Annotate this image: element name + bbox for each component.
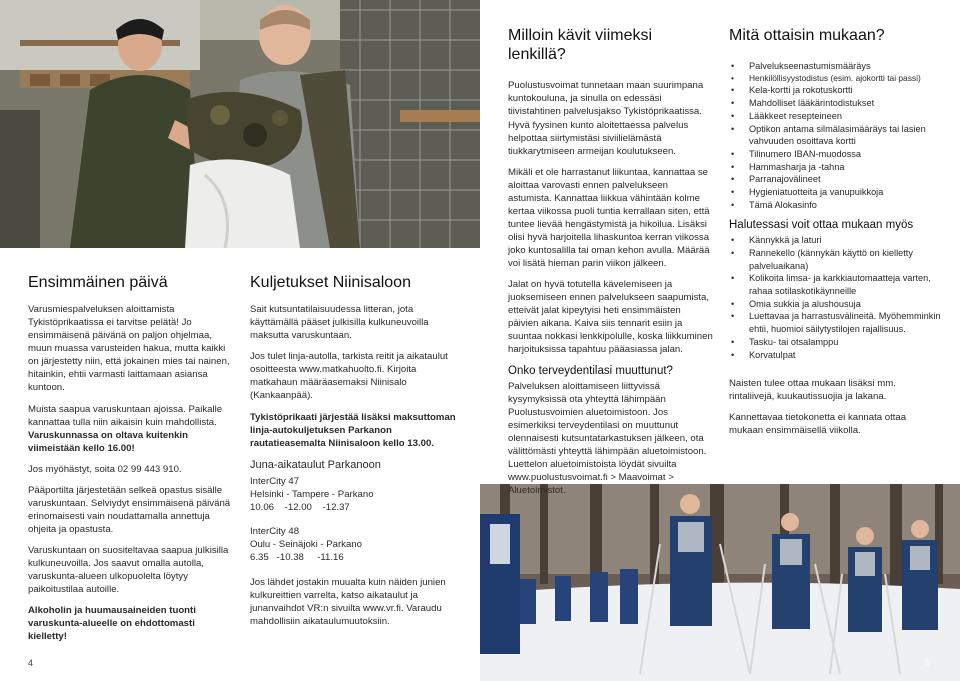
list-item: • Rannekello (kännykän käyttö on kielletty palveluaikana) <box>729 247 944 272</box>
train-name: InterCity 47 <box>250 475 300 487</box>
train-name: InterCity 48 <box>250 525 300 537</box>
list-item: • Korvatulpat <box>729 349 944 362</box>
subheading-optional: Halutessasi voit ottaa mukaan myös <box>729 219 914 232</box>
section-title-first-day: Ensimmäinen päivä <box>28 274 168 291</box>
late-phone-number: Jos myöhästyt, soita 02 99 443 910. <box>28 463 182 475</box>
photo-skiing-recruits <box>480 484 960 681</box>
train-route: Helsinki - Tampere - Parkano <box>250 488 374 500</box>
list-item: • Kela-kortti ja rokotuskortti <box>729 84 944 97</box>
list-item: • Mahdolliset lääkärintodistukset <box>729 97 944 110</box>
list-item: • Tämä Alokasinfo <box>729 199 944 212</box>
page-number-left: 4 <box>28 658 34 668</box>
train-route: Oulu - Seinäjoki - Parkano <box>250 538 362 550</box>
list-item: • Kolikoita limsa- ja karkkiautomaatteja varten, rahaa sotilaskotikäynneille <box>729 272 944 297</box>
section-packing <box>729 26 944 445</box>
subheading-health: Onko terveydentilasi muuttunut? <box>508 365 673 378</box>
alcohol-warning: Alkoholin ja huumausaineiden tuonti varuskunta-alueelle on ehdottomasti kielletty! <box>28 605 196 643</box>
paragraph: Jalat on hyvä totutella kävelemiseen ja juoksemiseen ennen palvelukseen saapumista, etteivät jalat kipeytyisi heti ensimmäisten päivien aikana. Kaiva siis tennarit esiin ja suuntaa nokkasi lenkkipolulle, koska liikkuminen harjoituksissa tapahtuu pääasiassa jalan. <box>508 279 713 356</box>
list-item: • Parranajovälineet <box>729 173 944 186</box>
packing-list <box>729 60 944 211</box>
page-number-right: 5 <box>925 658 931 668</box>
deadline-notice: Varuskunnassa on oltava kuitenkin viimeistään kello 16.00! <box>28 429 188 454</box>
section-fitness <box>508 26 713 505</box>
list-item: • Luettavaa ja harrastusvälineitä. Myöhemminkin ehtii, huomioi säilytystilojen rajallisuus. <box>729 310 944 335</box>
timetable-title: Juna-aikataulut Parkanoon <box>250 458 381 471</box>
timetable-intercity-48 <box>250 525 456 564</box>
free-bus-notice: Tykistöprikaati järjestää lisäksi maksuttoman linja-autokuljetuksen Parkanon rautatieasemalta Niinisaloon kello 13.00. <box>250 411 456 449</box>
paragraph: Sait kutsuntatilaisuudessa litteran, jota käyttämällä pääset julkisilla kulkuneuvoilla maksutta varuskuntaan. <box>250 304 429 342</box>
paragraph: Naisten tulee ottaa mukaan lisäksi mm. rintaliivejä, kuukautissuojia ja lakana. <box>729 378 896 403</box>
section-title-packing: Mitä ottaisin mukaan? <box>729 27 885 44</box>
paragraph: Mikäli et ole harrastanut liikuntaa, kannattaa se aloittaa varovasti ennen palvelukseen astumista. Kannattaa liikkua vähintään kolme kertaa viikossa puoli tuntia kerrallaan siten, että tuntee lievää hengästymistä ja hikoilua. Lisäksi olisi hyvä harjoitella lihaskuntoa kerran viikossa joko kuntosalilla tai oman kehon avulla. Määrää voi lisätä hieman parin viikon jälkeen. <box>508 166 710 269</box>
timetable-intercity-47 <box>250 475 456 514</box>
paragraph: Palveluksen aloittamiseen liittyvissä kysymyksissä ota yhteyttä lähimpään Puolustusvoimien aluetoimistoon. Jos esimerkiksi terveydentilasi on muuttunut olennaisesti kutsuntatarkastuksen jälkeen, ota välittömästi yhteyttä lähimpään aluetoimistoon. Luettelon aluetoimistoista löydät sivuilta www.puolustusvoimat.fi > Maavoimat > Aluetoimistot. <box>508 380 707 497</box>
skiing-photo-graphic <box>480 484 960 681</box>
photo-uniform-issue <box>0 0 480 248</box>
list-item: • Hygieniatuotteita ja vanupuikkoja <box>729 186 944 199</box>
paragraph-text: Muista saapua varuskuntaan ajoissa. Paikalle kannattaa tulla niin aikaisin kuin mahdollista. <box>28 403 223 428</box>
section-first-day <box>28 273 233 651</box>
list-item: • Omia sukkia ja alushousuja <box>729 298 944 311</box>
section-transport <box>250 273 456 636</box>
paragraph: Kannettavaa tietokonetta ei kannata ottaa mukaan ensimmäisellä viikolla. <box>729 412 907 437</box>
list-item: • Kännykkä ja laturi <box>729 234 944 247</box>
list-item: • Henkilöllisyystodistus (esim. ajokortti tai passi) <box>729 73 944 85</box>
paragraph: Varusmiespalveluksen aloittamista Tykistöprikaatissa ei tarvitse pelätä! Jo ensimmäisenä päivänä on paljon ohjelmaa, muun muassa varusteiden hakua, mutta kaikki on järjestetty niin, että jokainen mies tai nainen, hitainkin, ehtii varmasti laittamaan asiansa kuntoon. <box>28 304 230 394</box>
list-item: • Optikon antama silmälasimääräys tai lasien vahvuuden osoittava kortti <box>729 123 944 148</box>
list-item: • Lääkkeet resepteineen <box>729 110 944 123</box>
paragraph: Jos lähdet jostakin muualta kuin näiden junien kulkureittien varrelta, katso aikataulut ja junanvaihdot VR:n sivuilta www.vr.fi. Varaudu mahdollisiin aikataulumuutoksiin. <box>250 576 446 628</box>
paragraph: Jos tulet linja-autolla, tarkista reitit ja aikataulut osoitteesta www.matkahuolto.fi. Kirjoita matkahaun määräasemaksi Niinisalo (Kankaanpää). <box>250 351 448 402</box>
paragraph: Varuskuntaan on suositeltavaa saapua julkisilla kulkuneuvoilla. Jos saavut omalla autolla, varuskunta-alueen ulkopuolelta löytyy paikoitustilaa autoille. <box>28 544 229 596</box>
list-item: • Hammasharja ja -tahna <box>729 161 944 174</box>
paragraph: Puolustusvoimat tunnetaan maan suurimpana kuntokouluna, ja sinulla on edessäsi tiivistahtinen palvelusjakso Tykistöprikaatissa. Hyvä fyysinen kunto aloitettaessa palvelus helpottaa siirtymistäsi siviilielämästä tiukkarytmiseen armeijan koulutukseen. <box>508 80 704 157</box>
train-times: 10.06 -12.00 -12.37 <box>250 501 350 513</box>
paragraph <box>28 403 233 455</box>
section-title-fitness: Milloin kävit viimeksi lenkillä? <box>508 27 653 64</box>
list-item: • Tilinumero IBAN-muodossa <box>729 148 944 161</box>
paragraph: Pääportilta järjestetään selkeä opastus sisälle varuskuntaan. Selviydyt ensimmäisenä päivänä erinomaisesti vain noudattamalla annettuja ohjeita ja opastusta. <box>28 484 231 535</box>
list-item: • Tasku- tai otsalamppu <box>729 336 944 349</box>
train-times: 6.35 -10.38 -11.16 <box>250 551 344 563</box>
list-item: • Palvelukseenastumismääräys <box>729 60 944 73</box>
uniform-photo-graphic <box>0 0 480 248</box>
section-title-transport: Kuljetukset Niinisaloon <box>250 274 411 291</box>
optional-list <box>729 234 944 361</box>
